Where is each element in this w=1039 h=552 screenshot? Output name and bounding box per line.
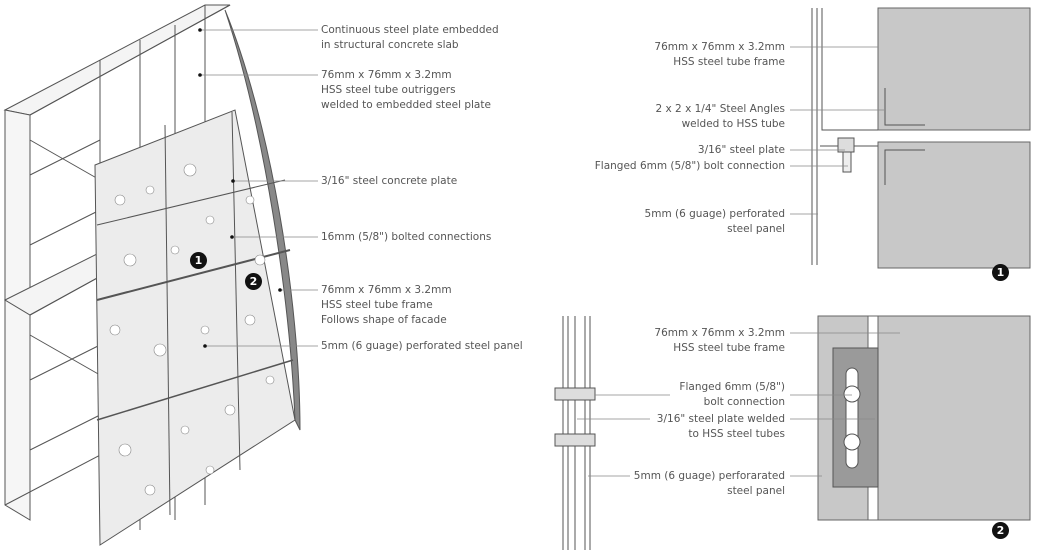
callout-line: HSS steel tube outriggers <box>321 84 456 96</box>
callout-line: 76mm x 76mm x 3.2mm <box>321 284 452 296</box>
callout-line: 3/16" steel plate welded <box>656 413 785 425</box>
callout-line: HSS steel tube frame <box>673 56 785 68</box>
callout-line: HSS steel tube frame <box>673 342 785 354</box>
callout-line: 3/16" steel plate <box>697 144 785 156</box>
d2-callout-panel <box>634 469 785 499</box>
callout-line: in structural concrete slab <box>321 39 459 51</box>
d1-callout-tube-frame <box>654 40 785 70</box>
callout-outriggers <box>321 68 491 113</box>
callout-line: HSS steel tube frame <box>321 299 433 311</box>
marker-2: 2 <box>245 273 262 290</box>
d2-callout-plate <box>657 412 785 442</box>
d2-callout-bolt <box>679 380 785 410</box>
callout-line: 16mm (5/8") bolted connections <box>321 231 492 243</box>
callout-line: 76mm x 76mm x 3.2mm <box>321 69 452 81</box>
callout-line: 76mm x 76mm x 3.2mm <box>654 327 785 339</box>
marker-1: 1 <box>190 252 207 269</box>
callout-line: Continuous steel plate embedded <box>321 24 499 36</box>
callout-line: 5mm (6 guage) perforarated <box>633 470 785 482</box>
callout-bolted-connections <box>321 230 491 245</box>
callout-line: 5mm (6 guage) perforated <box>644 208 785 220</box>
callout-line: steel panel <box>727 223 785 235</box>
callout-line: bolt connection <box>703 396 785 408</box>
callout-line: to HSS steel tubes <box>688 428 785 440</box>
callout-line: 2 x 2 x 1/4" Steel Angles <box>655 103 785 115</box>
d1-callout-steel-plate <box>698 143 785 158</box>
detail-2-section <box>555 316 1030 550</box>
callout-concrete-plate <box>321 174 457 189</box>
callout-line: Follows shape of facade <box>321 314 447 326</box>
d1-callout-bolt <box>595 159 785 174</box>
callout-perforated-panel <box>321 339 523 354</box>
d1-callout-panel <box>645 207 785 237</box>
callout-line: welded to embedded steel plate <box>321 99 491 111</box>
detail-1-marker: 1 <box>992 264 1009 281</box>
callout-line: 5mm (6 guage) perforated steel panel <box>321 340 523 352</box>
callout-line: Flanged 6mm (5/8") bolt connection <box>594 160 785 172</box>
callout-tube-frame <box>321 283 452 328</box>
callout-line: welded to HSS tube <box>681 118 785 130</box>
detail-1-section <box>790 8 1030 268</box>
detail-2-marker: 2 <box>992 522 1009 539</box>
d2-callout-tube-frame <box>654 326 785 356</box>
callout-line: 76mm x 76mm x 3.2mm <box>654 41 785 53</box>
callout-embedded-plate <box>321 23 499 53</box>
callout-line: 3/16" steel concrete plate <box>321 175 458 187</box>
d1-callout-angles <box>655 102 785 132</box>
callout-line: Flanged 6mm (5/8") <box>679 381 785 393</box>
callout-line: steel panel <box>727 485 785 497</box>
